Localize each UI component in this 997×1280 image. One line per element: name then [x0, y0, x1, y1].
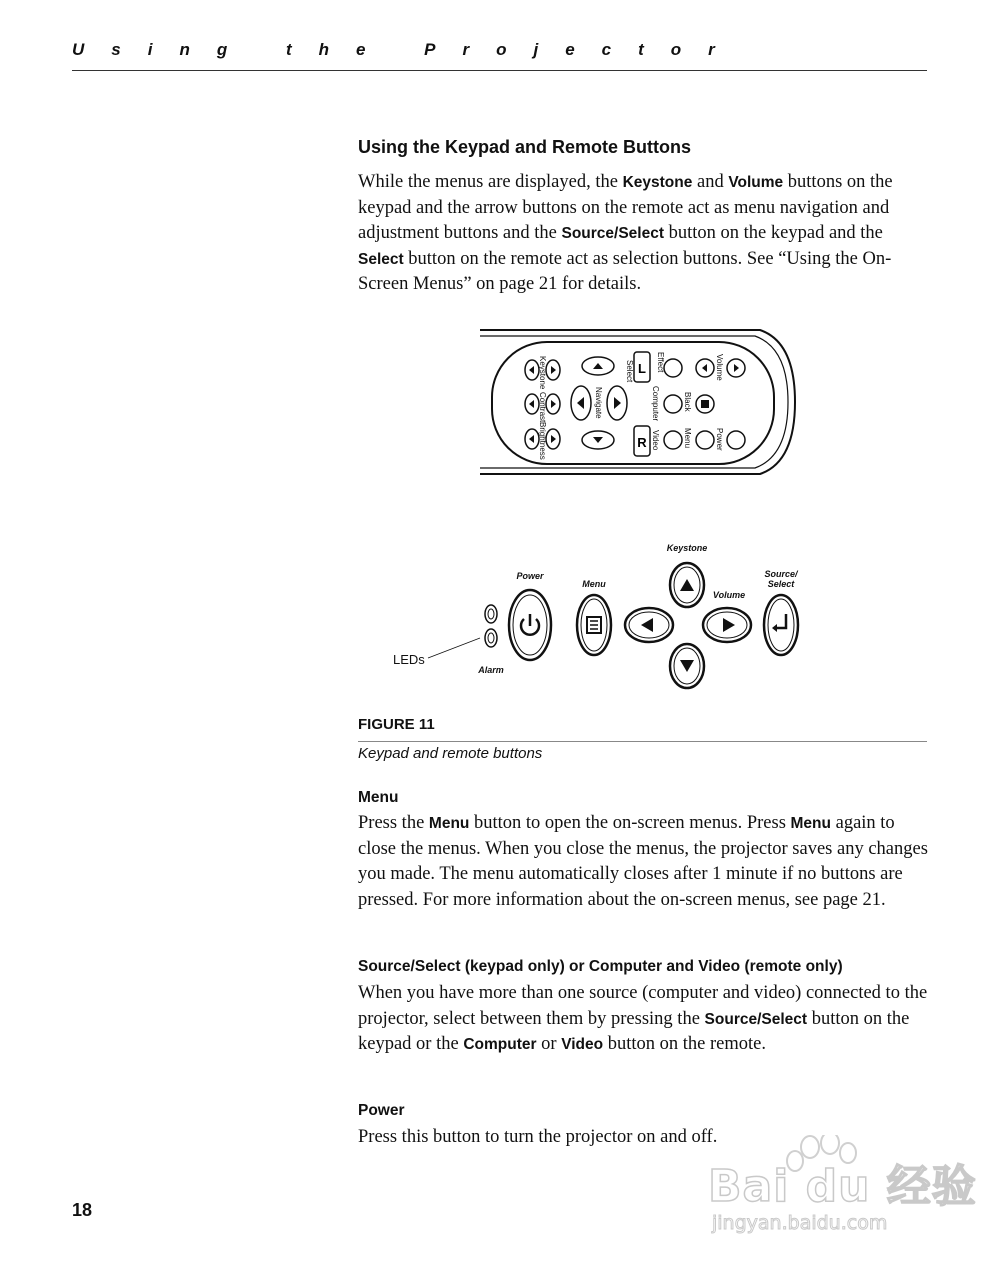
figure-caption: Keypad and remote buttons [358, 745, 543, 762]
svg-text:R: R [637, 435, 647, 450]
source-select-heading: Source/Select (keypad only) or Computer and Video (remote only) [358, 958, 843, 975]
keypad-illustration [380, 536, 830, 701]
power-heading: Power [358, 1102, 405, 1119]
watermark-brand: Bai du 经验 [708, 1161, 977, 1212]
section-title: Using the Keypad and Remote Buttons [358, 137, 692, 157]
power-paragraph: Press this button to turn the projector on and off. [358, 1127, 718, 1147]
remote-control-illustration [470, 322, 800, 482]
svg-text:Video: Video [651, 430, 660, 451]
running-head: Using the Projector [72, 40, 742, 59]
svg-text:Volume: Volume [715, 354, 724, 381]
figure-rule [358, 741, 927, 742]
menu-heading: Menu [358, 789, 399, 806]
svg-text:Black: Black [683, 392, 692, 412]
svg-text:Volume: Volume [712, 590, 746, 600]
svg-text:Power: Power [715, 428, 724, 451]
figure-label: FIGURE 11 [358, 716, 435, 733]
svg-text:Effect: Effect [656, 352, 665, 373]
svg-text:Alarm: Alarm [478, 665, 504, 675]
svg-text:Keystone: Keystone [666, 543, 708, 553]
source-select-paragraph: When you have more than one source (computer and video) connected to the projector, select between them by pressing the Source/Select button on the keypad or the Computer or Video button on the remote. [358, 983, 928, 1054]
svg-text:Computer: Computer [651, 386, 660, 422]
header-rule [72, 70, 927, 71]
svg-text:Menu: Menu [582, 579, 606, 589]
svg-text:L: L [638, 361, 646, 376]
svg-text:Keystone: Keystone [538, 356, 547, 390]
svg-text:Power: Power [516, 571, 544, 581]
svg-text:LEDs: LEDs [393, 652, 425, 667]
svg-text:Brightness: Brightness [538, 422, 547, 460]
intro-paragraph: While the menus are displayed, the Keystone and Volume buttons on the keypad and the arrow buttons on the remote act as menu navigation and adjustment buttons and the Source/Select button on the keypad and the Select button on the remote act as selection buttons. See “Using the On-Screen Menus” on page 21 for details. [358, 172, 893, 294]
svg-text:Source/: Source/ [764, 569, 798, 579]
page-number: 18 [72, 1200, 93, 1220]
svg-text:Menu: Menu [683, 428, 692, 449]
watermark-url: jingyan.baidu.com [712, 1212, 888, 1234]
svg-text:Select: Select [767, 579, 795, 589]
menu-paragraph: Press the Menu button to open the on-screen menus. Press Menu again to close the menus. When you close the menus, the projector saves any changes you made. The menu automatically closes after 1 minute if no buttons are pressed. For more information about the on-screen menus, see page 21. [358, 813, 928, 910]
svg-text:Select: Select [625, 360, 634, 383]
svg-text:Contrast: Contrast [538, 392, 547, 423]
svg-text:Navigate: Navigate [594, 387, 603, 419]
